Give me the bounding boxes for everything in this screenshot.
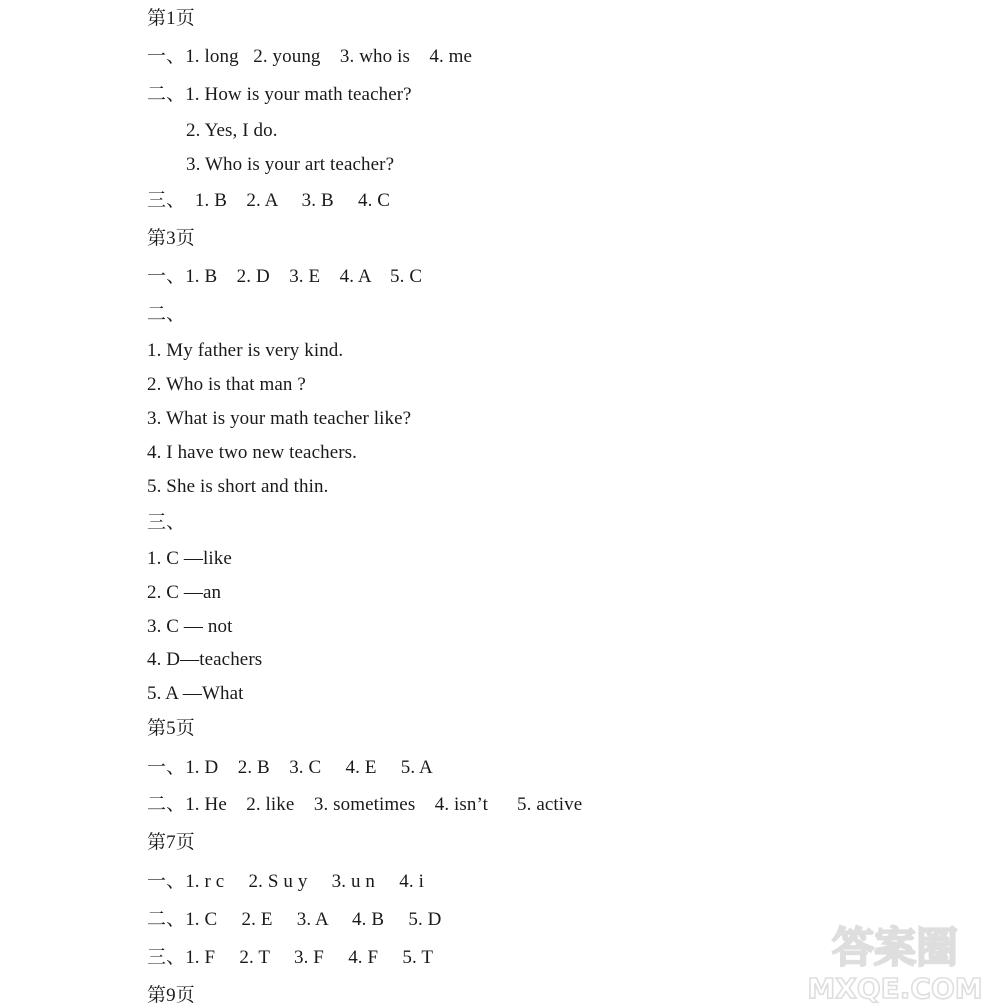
section-label: 三、: [147, 512, 186, 533]
watermark-svg: [803, 914, 988, 1004]
answer-line: 2. Who is that man ?: [147, 374, 306, 395]
answer-line: 2. C —an: [147, 582, 222, 603]
answer-line: 二、1. How is your math teacher?: [147, 84, 412, 105]
watermark-bottom-text: MXQE.COM: [807, 972, 983, 1004]
answer-line: 二、1. C 2. E 3. A 4. B 5. D: [147, 909, 442, 930]
answer-line: 3. C — not: [147, 616, 233, 637]
page-heading-9: 第9页: [147, 985, 195, 1006]
page-heading-7: 第7页: [147, 832, 195, 853]
answer-line: 5. She is short and thin.: [147, 476, 329, 497]
answer-line: 2. Yes, I do.: [186, 120, 278, 141]
page-heading-5: 第5页: [147, 718, 195, 739]
answer-line: 一、1. B 2. D 3. E 4. A 5. C: [147, 266, 423, 287]
answer-line: 三、1. F 2. T 3. F 4. F 5. T: [147, 947, 434, 968]
answer-line: 3. Who is your art teacher?: [186, 154, 395, 175]
answer-line: 4. D—teachers: [147, 649, 263, 670]
answer-line: 1. My father is very kind.: [147, 340, 344, 361]
answer-line: 一、1. D 2. B 3. C 4. E 5. A: [147, 757, 433, 778]
watermark-logo: [803, 914, 988, 1004]
answer-line: 4. I have two new teachers.: [147, 442, 358, 463]
answer-line: 5. A —What: [147, 683, 244, 704]
answer-line: 3. What is your math teacher like?: [147, 408, 412, 429]
answer-line: 一、1. long 2. young 3. who is 4. me: [147, 46, 473, 67]
section-label: 二、: [147, 304, 186, 325]
watermark-top-text: 答案圈: [831, 923, 959, 972]
answer-line: 1. C —like: [147, 548, 232, 569]
page-heading-3: 第3页: [147, 228, 195, 249]
page-heading-1: 第1页: [147, 8, 195, 29]
answer-line: 一、1. r c 2. S u y 3. u n 4. i: [147, 871, 424, 892]
answer-line: 三、 1. B 2. A 3. B 4. C: [147, 190, 391, 211]
answer-line: 二、1. He 2. like 3. sometimes 4. isn’t 5. active: [147, 794, 583, 815]
